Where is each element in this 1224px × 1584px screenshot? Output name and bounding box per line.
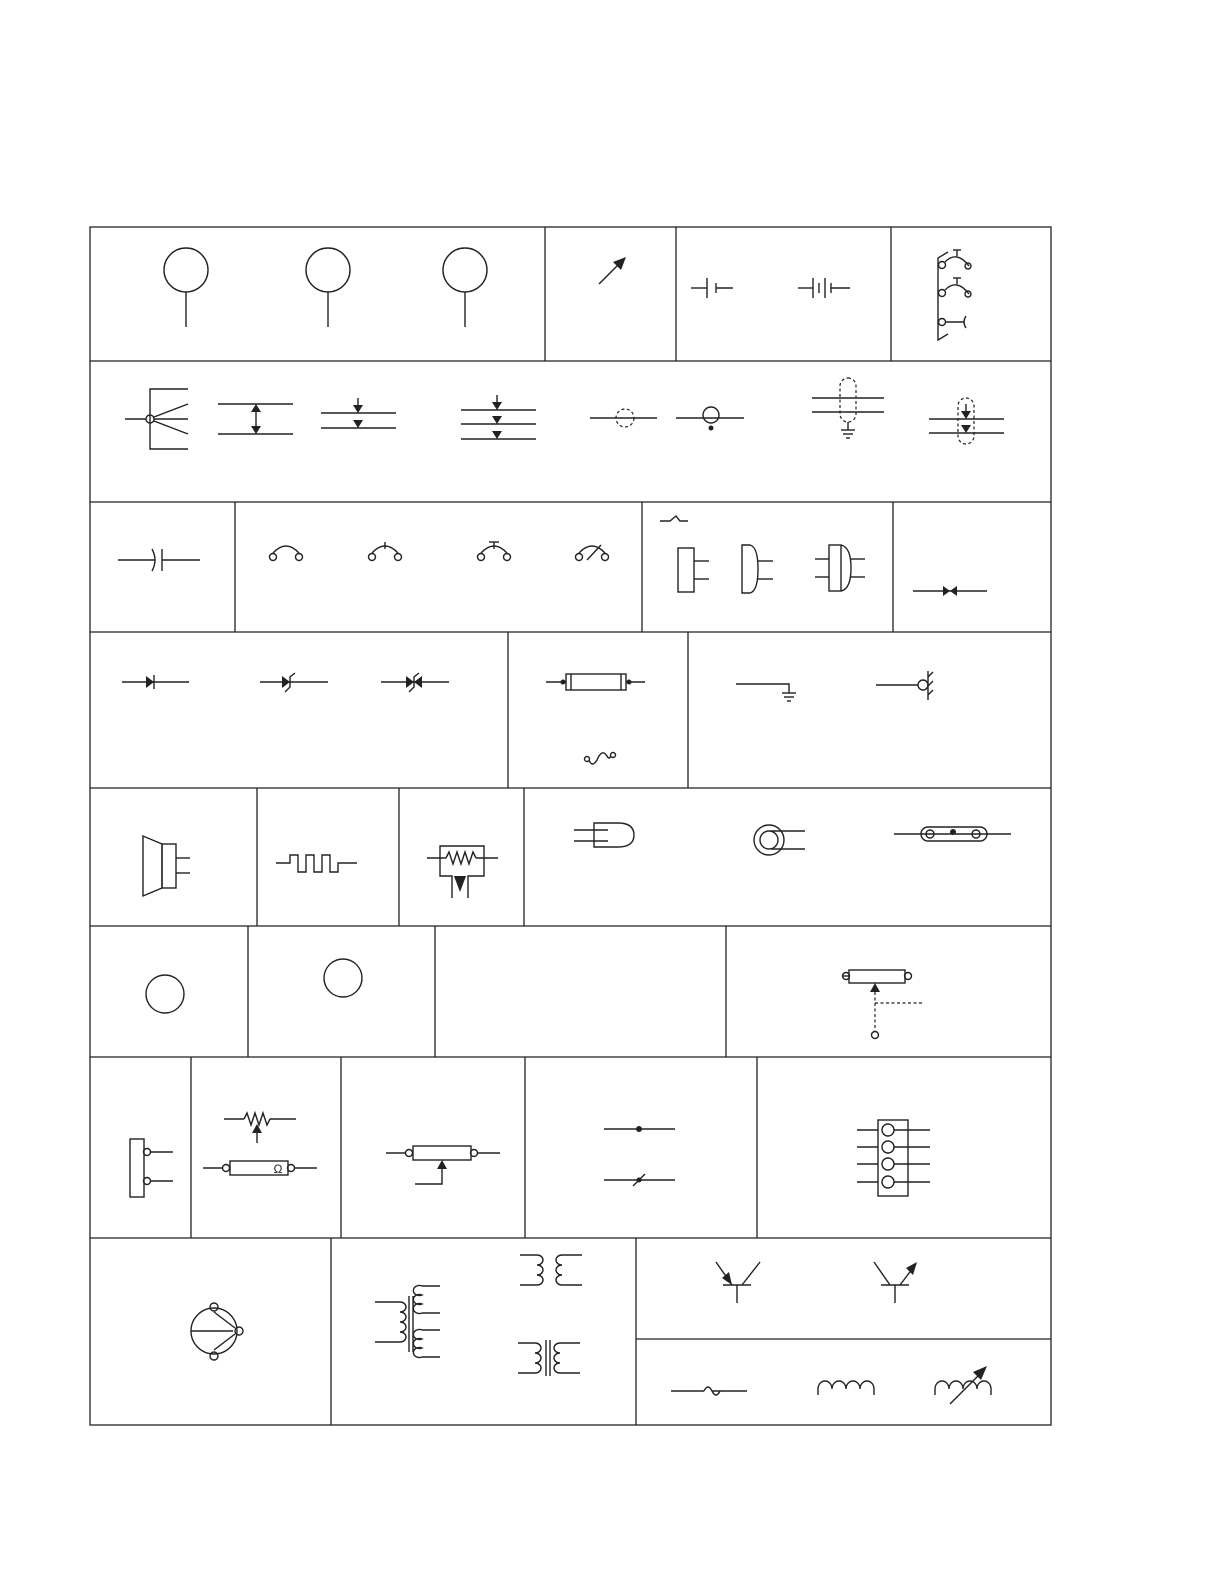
fuse-icon — [546, 674, 645, 690]
ohm-label: Ω — [273, 1162, 283, 1176]
key-switch-icon — [938, 250, 971, 340]
shielded-arrow-icon — [929, 398, 1004, 444]
ground-icon — [736, 684, 796, 701]
crystal-icon — [671, 1387, 747, 1395]
terminal-strip-icon — [130, 1139, 173, 1197]
transistor-npn-icon — [716, 1262, 760, 1303]
lamp-icon — [754, 825, 805, 855]
link-terminal-icon — [894, 827, 1011, 841]
grid-frame — [90, 227, 1051, 1425]
zener-diode-icon — [260, 673, 328, 692]
pin-contact-icon-2 — [306, 248, 350, 327]
adjustable-arrow-icon — [599, 257, 626, 284]
capacitor-icon — [118, 549, 200, 571]
speaker-icon — [143, 836, 190, 896]
chassis-ground-icon — [876, 671, 933, 700]
meter-icon — [191, 1303, 243, 1360]
motor-circle-icon — [146, 975, 184, 1013]
crossover-icon — [604, 1174, 675, 1186]
terminal-block-icon — [857, 1120, 930, 1196]
cable-fan-icon — [125, 389, 188, 449]
transistor-pnp-icon — [874, 1262, 917, 1303]
fuse-link-icon — [585, 753, 616, 765]
rheostat-icon — [386, 1146, 500, 1184]
connector-icon — [660, 516, 865, 593]
pin-contact-icon-1 — [164, 248, 208, 327]
bidirectional-zener-icon — [381, 673, 449, 692]
ohm-resistor-icon — [203, 1161, 317, 1176]
inductor-icon — [818, 1381, 874, 1395]
grounded-shield-icon — [676, 407, 744, 431]
transformer-icon — [375, 1286, 440, 1358]
shielded-conductor-icon — [590, 409, 657, 427]
resistor-icon — [224, 1113, 296, 1143]
bidirectional-diode-icon — [913, 586, 987, 596]
adjustable-resistor-icon — [843, 970, 923, 1039]
junction-icon — [604, 1126, 675, 1132]
variable-inductor-icon — [935, 1366, 991, 1404]
switch-contact-icon-2 — [369, 542, 402, 561]
push-switch-icon — [478, 542, 511, 561]
air-core-transformer-icon — [520, 1255, 582, 1285]
parallel-lines-arrow-icon — [218, 404, 293, 434]
generator-circle-icon — [324, 959, 362, 997]
diode-icon — [122, 675, 189, 689]
plug-icon — [574, 823, 634, 847]
pulse-waveform-icon — [276, 855, 357, 872]
three-line-arrow-icon — [461, 395, 536, 439]
battery-multicell-icon — [798, 278, 850, 298]
shielded-pair-ground-icon — [812, 378, 884, 438]
switch-contact-icon-1 — [270, 546, 303, 561]
toggle-switch-icon — [576, 545, 609, 561]
potentiometer-icon — [427, 846, 498, 898]
battery-cell-icon — [691, 278, 733, 298]
two-line-arrow-icon — [321, 398, 396, 428]
pin-contact-icon-3 — [443, 248, 487, 327]
iron-core-transformer-icon — [518, 1340, 580, 1376]
